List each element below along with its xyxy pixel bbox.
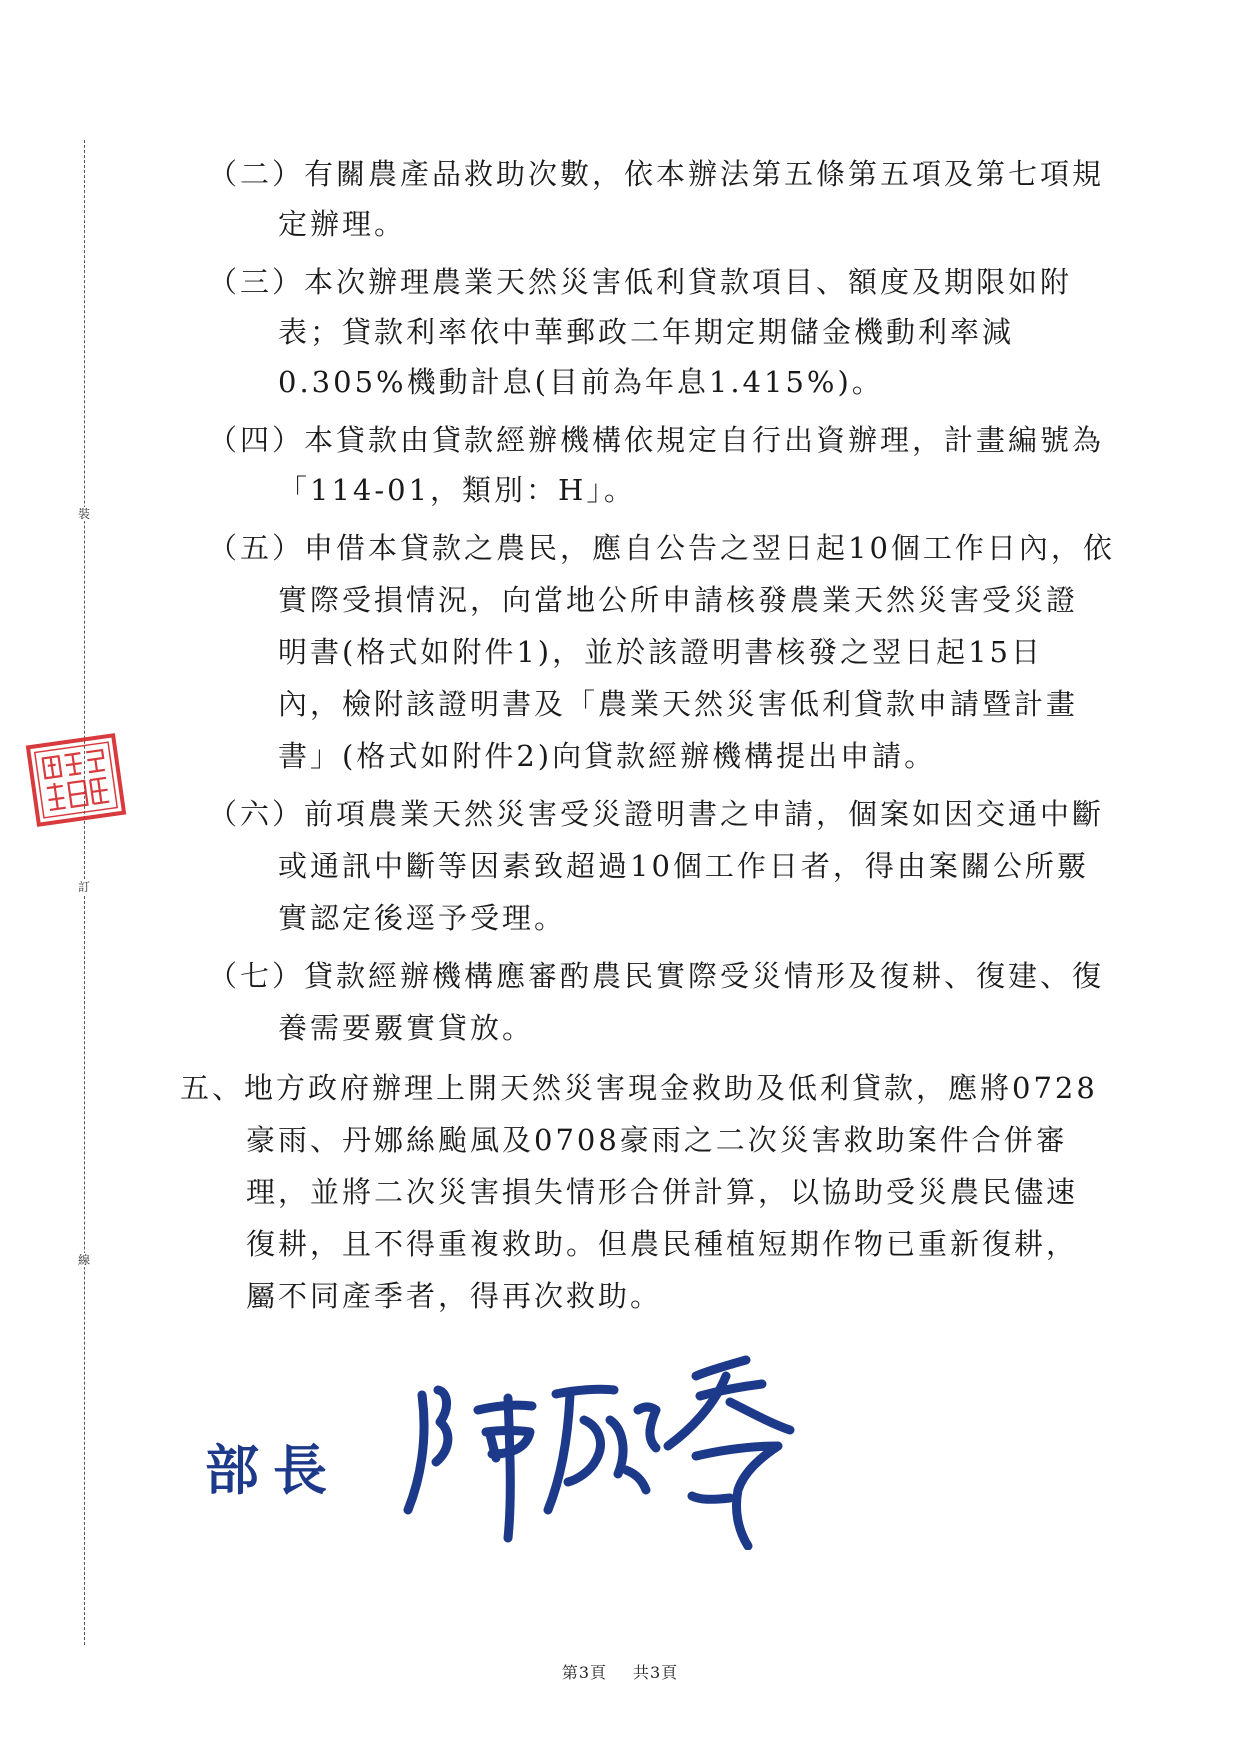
item-5-line-2: 實際受損情況，向當地公所申請核發農業天然災害受災證 <box>278 583 1079 617</box>
item-6-line-2: 或通訊中斷等因素致超過10個工作日者，得由案關公所覈 <box>278 849 1089 883</box>
page-number: 第3頁 <box>561 1663 607 1682</box>
item-4-line-1: （四）本貸款由貸款經辦機構依規定自行出資辦理，計畫編號為 <box>208 423 1105 457</box>
section-5-line-3: 理，並將二次災害損失情形合併計算，以協助受災農民儘速 <box>246 1175 1079 1209</box>
section-5-line-2: 豪雨、丹娜絲颱風及0708豪雨之二次災害救助案件合併審 <box>246 1123 1068 1157</box>
item-3-line-2: 表；貸款利率依中華郵政二年期定期儲金機動利率減 <box>278 315 1015 349</box>
item-3-line-3: 0.305%機動計息(目前為年息1.415%)。 <box>278 365 884 399</box>
item-2-line-2: 定辦理。 <box>278 207 407 241</box>
section-5-line-4: 復耕，且不得重複救助。但農民種植短期作物已重新復耕， <box>246 1227 1079 1261</box>
section-5-line-1: 五、地方政府辦理上開天然災害現金救助及低利貸款，應將0728 <box>180 1071 1098 1105</box>
item-4-line-2: 「114-01，類別：H」。 <box>278 473 636 507</box>
item-2-line-1: （二）有關農產品救助次數，依本辦法第五條第五項及第七項規 <box>208 157 1105 191</box>
margin-label-staple: 訂 <box>77 880 90 894</box>
item-5-line-4: 內，檢附該證明書及「農業天然災害低利貸款申請暨計畫 <box>278 687 1079 721</box>
margin-label-line: 線 <box>77 1253 90 1267</box>
page-footer <box>0 1660 1240 1683</box>
handwritten-signature-icon <box>400 1350 820 1550</box>
item-6-line-3: 實認定後逕予受理。 <box>278 901 567 935</box>
margin-label-bind: 裝 <box>77 507 90 521</box>
section-5-line-5: 屬不同產季者，得再次救助。 <box>246 1279 663 1313</box>
item-7-line-1: （七）貸款經辦機構應審酌農民實際受災情形及復耕、復建、復 <box>208 959 1105 993</box>
item-3-line-1: （三）本次辦理農業天然災害低利貸款項目、額度及期限如附 <box>208 265 1073 299</box>
item-5-line-3: 明書(格式如附件1)，並於該證明書核發之翌日起15日 <box>278 635 1043 669</box>
item-5-line-5: 書」(格式如附件2)向貸款經辦機構提出申請。 <box>278 739 937 773</box>
signature-title: 部長 <box>205 1438 341 1502</box>
item-7-line-2: 養需要覈實貸放。 <box>278 1011 535 1045</box>
item-5-line-1: （五）申借本貸款之農民，應自公告之翌日起10個工作日內，依 <box>208 531 1115 565</box>
page-total: 共3頁 <box>633 1663 679 1682</box>
item-6-line-1: （六）前項農業天然災害受災證明書之申請，個案如因交通中斷 <box>208 797 1105 831</box>
